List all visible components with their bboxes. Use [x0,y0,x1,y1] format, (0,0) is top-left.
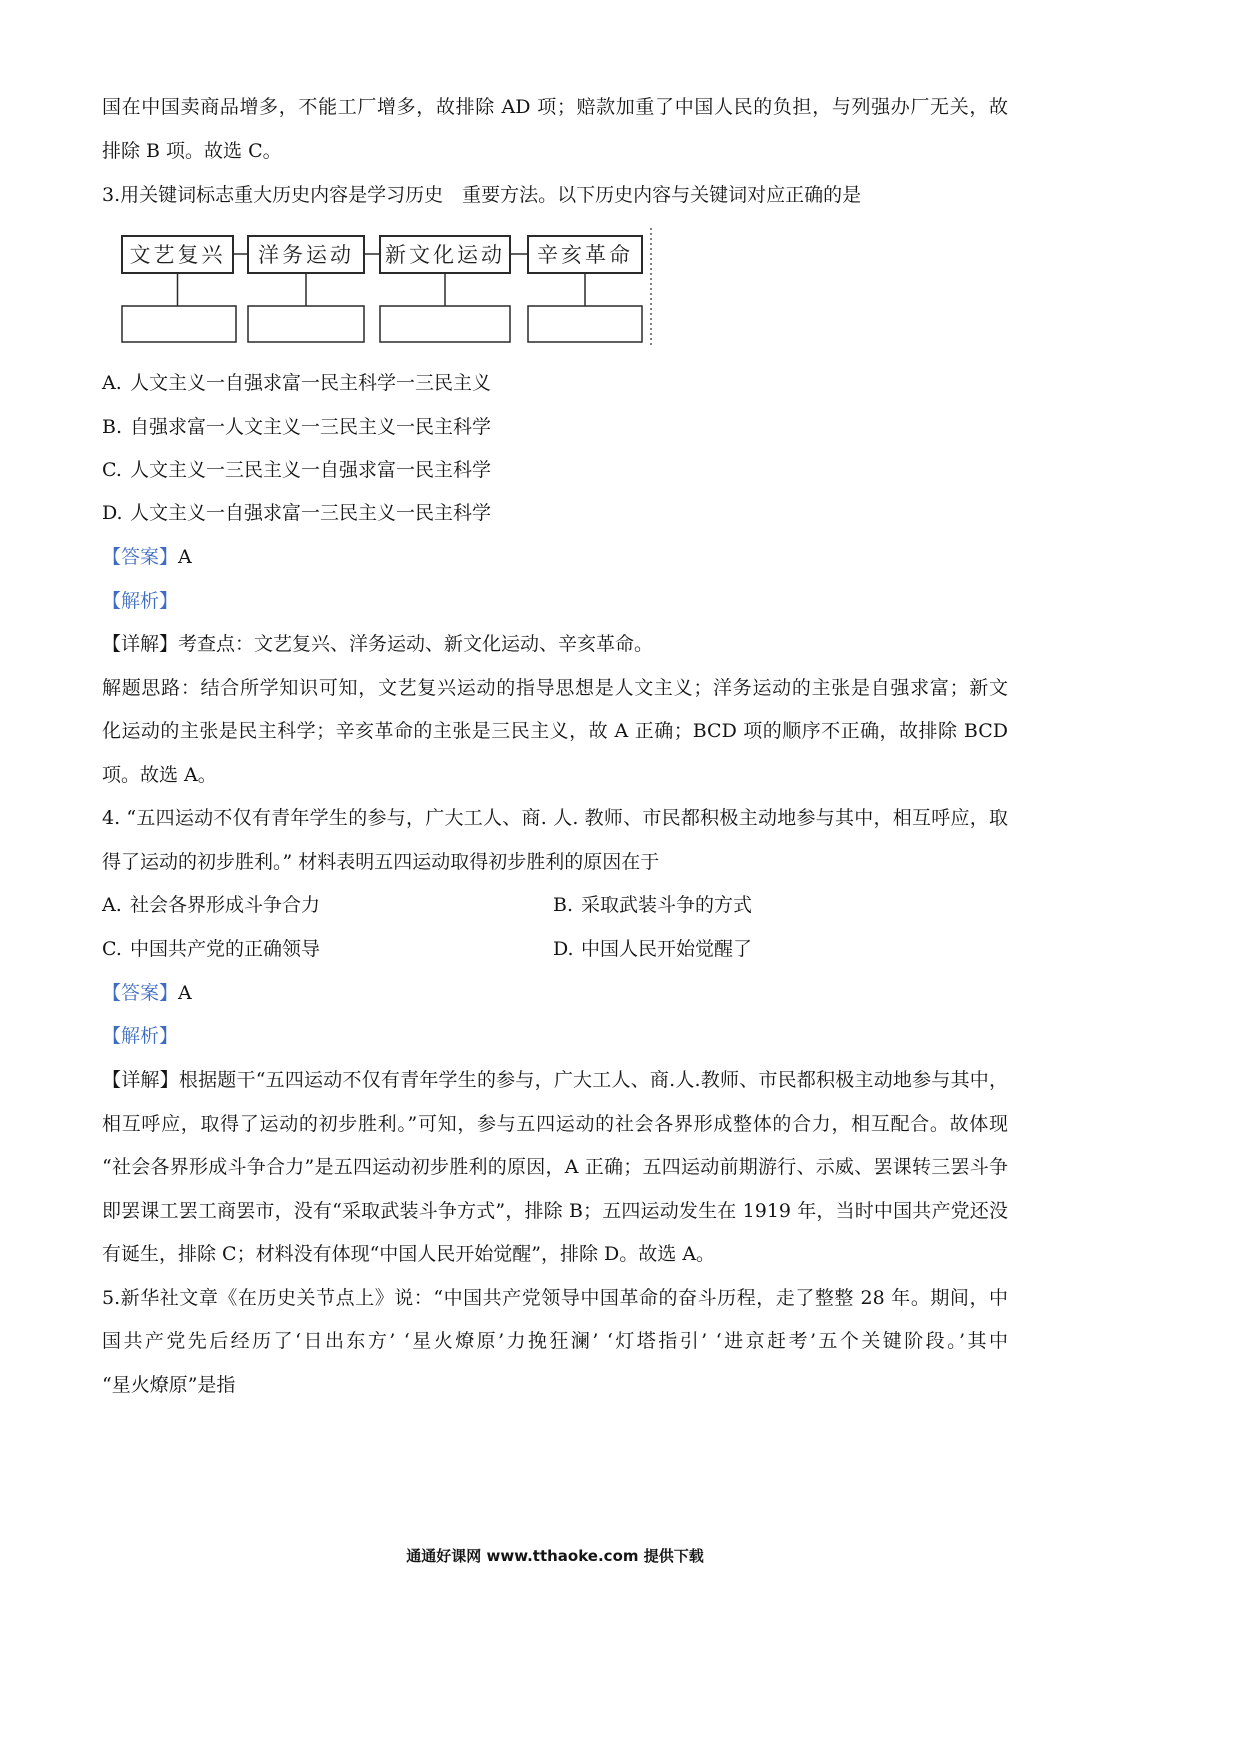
question-5-stem: 5.新华社文章《在历史关节点上》说：“中国共产党领导中国革命的奋斗历程，走了整整 28 年。期间，中 [102,1287,1008,1309]
answer-label: 【答案】 [102,982,179,1004]
previous-explanation-line: 排除 B 项。故选 C。 [102,140,282,162]
question-4-detail-line: “社会各界形成斗争合力”是五四运动初步胜利的原因，A 正确；五四运动前期游行、示威、罢课转三罢斗争 [102,1156,1008,1178]
question-3-stem: 3.用关键词标志重大历史内容是学习历史 重要方法。以下历史内容与关键词对应正确的是 [102,184,862,206]
diagram-box-label: 新文化运动 [385,243,505,267]
option-label: B. [553,894,574,916]
option-text: 人文主义一三民主义一自强求富一民主科学 [130,459,492,481]
analysis-label: 【解析】 [102,590,179,612]
option-text: 采取武装斗争的方式 [581,894,753,916]
detail-label: 【详解】 [102,1069,179,1091]
diagram-blank-box [528,306,642,342]
question-4-analysis [102,1021,1008,1051]
option-label: A. [102,894,122,916]
page-footer: 通通好课网 www.tthaoke.com 提供下载 [406,1547,704,1565]
question-4-option-a [102,890,542,920]
question-4-option-d [553,934,993,964]
answer-value: A [178,982,192,1004]
option-text: 人文主义一自强求富一民主科学一三民主义 [130,372,492,394]
question-4-detail-line: 有诞生，排除 C；材料没有体现“中国人民开始觉醒”，排除 D。故选 A。 [102,1243,716,1265]
question-3-answer [102,542,1008,572]
option-label: C. [102,459,122,481]
question-4-detail-line [102,1065,1008,1095]
option-text: 社会各界形成斗争合力 [130,894,321,916]
keyword-diagram [110,222,670,354]
previous-explanation-line: 国在中国卖商品增多，不能工厂增多，故排除 AD 项；赔款加重了中国人民的负担，与列强办厂无关，故 [102,96,1008,118]
option-text: 中国人民开始觉醒了 [581,938,753,960]
question-3-detail-line: 项。故选 A。 [102,764,217,786]
option-text: 中国共产党的正确领导 [130,938,321,960]
question-3-option-c [102,455,1008,485]
detail-text: 根据题干“五四运动不仅有青年学生的参与，广大工人、商.人.教师、市民都积极主动地参与其中， [178,1069,1008,1091]
detail-label: 【详解】 [102,633,179,655]
option-label: D. [553,938,574,960]
question-5-stem: 国共产党先后经历了‘日出东方’ ‘星火燎原’力挽狂澜’ ‘灯塔指引’ ‘进京赶考’五个关键阶段。’其中 [102,1330,1008,1352]
diagram-box-label: 辛亥革命 [537,243,633,267]
diagram-blank-box [122,306,236,342]
diagram-blank-box [248,306,364,342]
option-text: 人文主义一自强求富一三民主义一民主科学 [130,502,492,524]
question-4-option-b [553,890,993,920]
question-3-option-d [102,498,1008,528]
question-3-option-a [102,368,1008,398]
option-label: A. [102,372,122,394]
answer-label: 【答案】 [102,546,179,568]
question-4-detail-line: 即罢课工罢工商罢市，没有“采取武装斗争方式”，排除 B；五四运动发生在 1919 年，当时中国共产党还没 [102,1200,1008,1222]
diagram-box-label: 洋务运动 [258,243,354,267]
question-3-option-b [102,412,1008,442]
detail-text: 考查点：文艺复兴、洋务运动、新文化运动、辛亥革命。 [178,633,654,655]
question-3-detail-line: 化运动的主张是民主科学；辛亥革命的主张是三民主义，故 A 正确；BCD 项的顺序不正确，故排除 BCD [102,720,1008,742]
answer-value: A [178,546,192,568]
question-4-detail-line: 相互呼应，取得了运动的初步胜利。”可知，参与五四运动的社会各界形成整体的合力，相互配合。故体现 [102,1113,1008,1135]
question-4-stem: 4. “五四运动不仅有青年学生的参与，广大工人、商. 人. 教师、市民都积极主动地参与其中，相互呼应，取 [102,807,1008,829]
question-4-stem: 得了运动的初步胜利。” 材料表明五四运动取得初步胜利的原因在于 [102,851,660,873]
option-label: C. [102,938,122,960]
diagram-box-label: 文艺复兴 [129,243,226,267]
question-5-stem: “星火燎原”是指 [102,1374,236,1396]
question-3-analysis [102,586,1008,616]
analysis-label: 【解析】 [102,1025,179,1047]
question-3-detail-line: 解题思路：结合所学知识可知，文艺复兴运动的指导思想是人文主义；洋务运动的主张是自强求富；新文 [102,677,1008,699]
option-label: B. [102,416,123,438]
question-4-answer [102,978,1008,1008]
diagram-blank-box [380,306,510,342]
option-text: 自强求富一人文主义一三民主义一民主科学 [130,416,492,438]
question-3-detail-line [102,629,1008,659]
option-label: D. [102,502,123,524]
question-4-option-c [102,934,542,964]
